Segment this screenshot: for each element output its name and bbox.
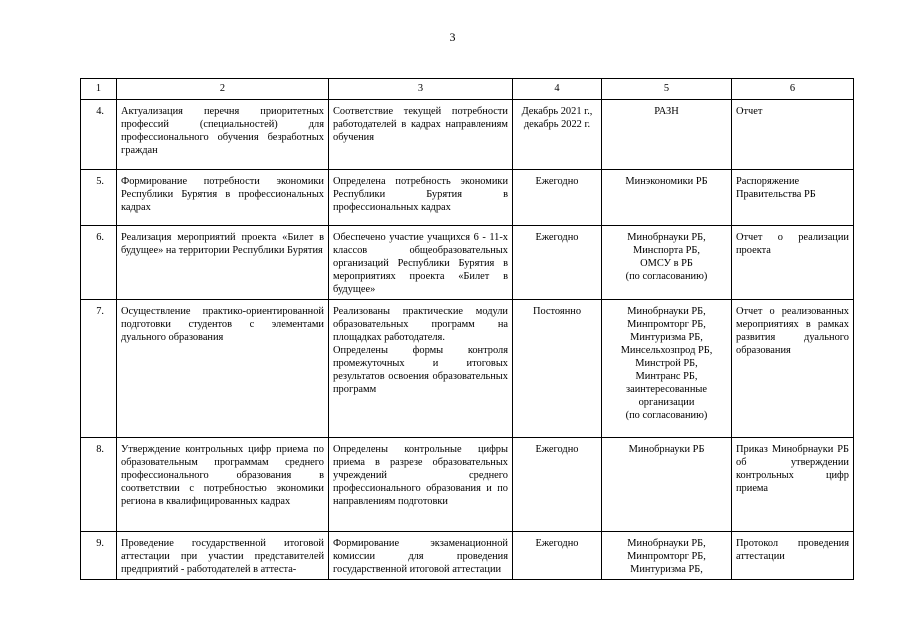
responsible-cell: Минэкономики РБ — [602, 170, 732, 226]
table-row — [81, 100, 854, 170]
column-header: 4 — [513, 79, 602, 100]
deadline-cell: Ежегодно — [513, 226, 602, 300]
table-header-row — [81, 79, 854, 100]
deadline-cell: Постоянно — [513, 300, 602, 438]
responsible-cell: Минобрнауки РБ, Минпромторг РБ, Минтуризма РБ, — [602, 532, 732, 580]
result-cell: Определена потребность экономики Республики Бурятия в профессиональных кадрах — [329, 170, 513, 226]
row-number: 5. — [81, 170, 117, 226]
column-header: 1 — [81, 79, 117, 100]
measure-cell: Реализация мероприятий проекта «Билет в будущее» на территории Республики Бурятия — [117, 226, 329, 300]
measures-table — [80, 78, 854, 580]
table-row — [81, 532, 854, 580]
document-cell: Отчет о реализации проекта — [732, 226, 854, 300]
result-cell: Формирование экзаменационной комиссии для проведения государственной итоговой аттестации — [329, 532, 513, 580]
document-cell: Протокол проведения аттестации — [732, 532, 854, 580]
result-cell: Обеспечено участие учащихся 6 - 11-х классов общеобразовательных организаций Республики Бурятия в мероприятиях проекта «Билет в будущее» — [329, 226, 513, 300]
measure-cell: Проведение государственной итоговой аттестации при участии представителей предприятий - работодателей в аттеста- — [117, 532, 329, 580]
row-number: 7. — [81, 300, 117, 438]
result-cell: Соответствие текущей потребности работодателей в кадрах направлениям обучения — [329, 100, 513, 170]
column-header: 2 — [117, 79, 329, 100]
deadline-cell: Ежегодно — [513, 532, 602, 580]
table-row — [81, 170, 854, 226]
result-cell: Реализованы практические модули образовательных программ на площадках работодателя. Определены формы контроля промежуточных и итоговых результатов освоения образовательных программ — [329, 300, 513, 438]
document-cell: Распоряжение Правительства РБ — [732, 170, 854, 226]
row-number: 9. — [81, 532, 117, 580]
table-row — [81, 300, 854, 438]
responsible-cell: Минобрнауки РБ, Минспорта РБ, ОМСУ в РБ (по согласованию) — [602, 226, 732, 300]
row-number: 6. — [81, 226, 117, 300]
document-cell: Отчет — [732, 100, 854, 170]
document-cell: Приказ Минобрнауки РБ об утверждении контрольных цифр приема — [732, 438, 854, 532]
deadline-cell: Ежегодно — [513, 438, 602, 532]
row-number: 8. — [81, 438, 117, 532]
measure-cell: Утверждение контрольных цифр приема по образовательным программам среднего профессионального образования в соответствии с потребностью экономики региона в квалифицированных кадрах — [117, 438, 329, 532]
table-row — [81, 438, 854, 532]
result-cell: Определены контрольные цифры приема в разрезе образовательных учреждений среднего профессионального образования и по направлениям подготовки — [329, 438, 513, 532]
deadline-cell: Декабрь 2021 г., декабрь 2022 г. — [513, 100, 602, 170]
measure-cell: Осуществление практико-ориентированной подготовки студентов с элементами дуального образования — [117, 300, 329, 438]
column-header: 5 — [602, 79, 732, 100]
document-cell: Отчет о реализованных мероприятиях в рамках развития дуального образования — [732, 300, 854, 438]
responsible-cell: РАЗН — [602, 100, 732, 170]
column-header: 3 — [329, 79, 513, 100]
column-header: 6 — [732, 79, 854, 100]
measure-cell: Актуализация перечня приоритетных профессий (специальностей) для профессионального обучения безработных граждан — [117, 100, 329, 170]
row-number: 4. — [81, 100, 117, 170]
deadline-cell: Ежегодно — [513, 170, 602, 226]
responsible-cell: Минобрнауки РБ — [602, 438, 732, 532]
responsible-cell: Минобрнауки РБ, Минпромторг РБ, Минтуризма РБ, Минсельхозпрод РБ, Минстрой РБ, Минтранс РБ, заинтересованные организации (по согласованию) — [602, 300, 732, 438]
page-number: 3 — [449, 30, 456, 44]
measure-cell: Формирование потребности экономики Республики Бурятия в профессиональных кадрах — [117, 170, 329, 226]
table-row — [81, 226, 854, 300]
